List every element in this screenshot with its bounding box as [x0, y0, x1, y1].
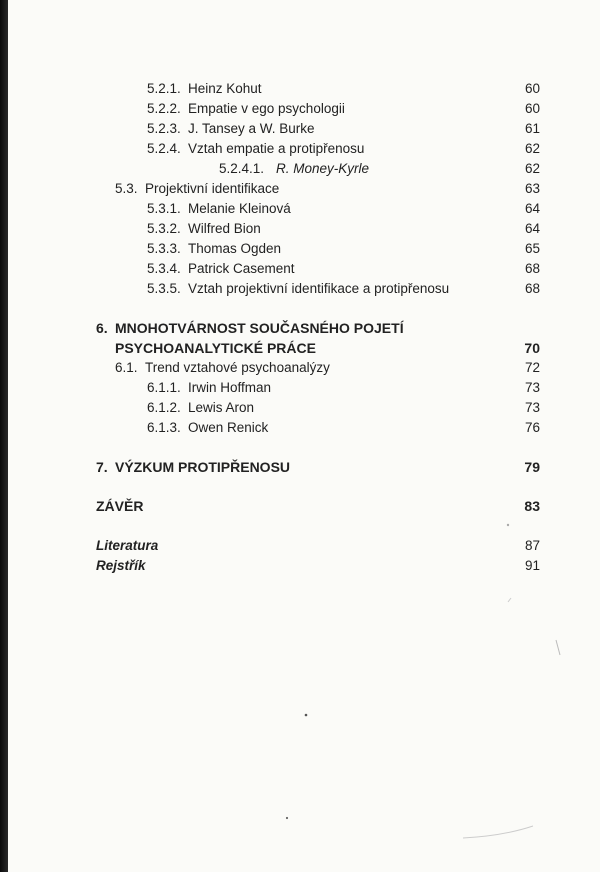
toc-title: Literatura: [96, 538, 159, 553]
toc-entry: [8, 79, 600, 99]
toc-number: 5.2.1.: [147, 81, 181, 96]
toc-title: R. Money-Kyrle: [276, 161, 370, 176]
toc-title: MNOHOTVÁRNOST SOUČASNÉHO POJETÍ: [115, 320, 404, 336]
toc-number: 5.3.2.: [147, 221, 181, 236]
toc-page-number: 70: [524, 340, 540, 356]
toc-entry: [8, 99, 600, 119]
toc-entry: [8, 179, 600, 199]
speck: [305, 714, 308, 717]
toc-page-number: 73: [524, 380, 540, 395]
toc-number: 5.3.3.: [147, 241, 181, 256]
speck: [286, 817, 288, 819]
toc-entry: [8, 139, 600, 159]
toc-number: 6.1.1.: [147, 380, 181, 395]
toc-number: 5.3.5.: [147, 281, 181, 296]
toc-entry: [8, 159, 600, 179]
toc-page-number: 61: [524, 121, 540, 136]
toc-number: 7.: [96, 459, 108, 475]
toc-page-number: 63: [524, 181, 540, 196]
toc-title: Empatie v ego psychologii: [188, 101, 345, 116]
toc-page-number: 72: [524, 360, 540, 375]
toc-title: Melanie Kleinová: [188, 201, 291, 216]
toc-title: Patrick Casement: [188, 261, 295, 276]
toc-page-number: 87: [524, 538, 540, 553]
toc-page-number: 60: [524, 81, 540, 96]
toc-entry: [8, 119, 600, 139]
toc-page-number: 68: [524, 281, 540, 296]
toc-page-number: 62: [524, 141, 540, 156]
toc-number: 6.1.: [115, 360, 138, 375]
toc-chapter-entry: [8, 318, 600, 338]
toc-title: PSYCHOANALYTICKÉ PRÁCE: [115, 340, 316, 356]
toc-title: Thomas Ogden: [188, 241, 282, 256]
toc-entry: [8, 219, 600, 239]
toc-title: VÝZKUM PROTIPŘENOSU: [115, 459, 291, 475]
toc-title: Vztah projektivní identifikace a protipřenosu: [188, 281, 450, 296]
toc-title: Irwin Hoffman: [188, 380, 272, 395]
toc-chapter-entry: [8, 338, 600, 358]
toc-number: 5.3.4.: [147, 261, 181, 276]
toc-page-number: 79: [524, 459, 540, 475]
toc-page-number: 65: [524, 241, 540, 256]
toc-title: Rejstřík: [96, 558, 146, 573]
toc-page-number: 62: [524, 161, 540, 176]
toc-number: 5.2.2.: [147, 101, 181, 116]
toc-number: 6.1.2.: [147, 400, 181, 415]
toc-page-number: 76: [524, 420, 540, 435]
toc-title: Heinz Kohut: [188, 81, 262, 96]
toc-chapter-entry: [8, 457, 600, 477]
toc-page-number: 64: [524, 201, 540, 216]
toc-page-number: 73: [524, 400, 540, 415]
toc-backmatter-entry: [8, 536, 600, 556]
toc-page-number: 91: [524, 558, 540, 573]
toc-title: ZÁVĚR: [96, 498, 144, 514]
toc-number: 5.2.4.: [147, 141, 181, 156]
toc-backmatter-entry: [8, 556, 600, 576]
toc-title: Wilfred Bion: [188, 221, 261, 236]
toc-page-number: 83: [524, 498, 540, 514]
toc-entry: [8, 279, 600, 299]
toc-title: Owen Renick: [188, 420, 269, 435]
toc-title: Vztah empatie a protipřenosu: [188, 141, 365, 156]
page-edge-shadow: [0, 0, 8, 872]
toc-title: Trend vztahové psychoanalýzy: [145, 360, 330, 375]
speck: [463, 826, 533, 838]
toc-title: Projektivní identifikace: [145, 181, 280, 196]
toc-number: 5.2.4.1.: [219, 161, 265, 176]
speck: [508, 598, 511, 602]
toc-chapter-entry: [8, 496, 600, 516]
toc-entry: [8, 358, 600, 378]
toc-entry: [8, 418, 600, 438]
toc-entry: [8, 378, 600, 398]
toc-page-number: 60: [524, 101, 540, 116]
toc-number: 5.2.3.: [147, 121, 181, 136]
book-page: [8, 0, 600, 872]
toc-number: 6.1.3.: [147, 420, 181, 435]
speck: [556, 640, 560, 655]
toc-entry: [8, 239, 600, 259]
speck: [507, 524, 509, 526]
toc-number: 5.3.1.: [147, 201, 181, 216]
toc-entry: [8, 398, 600, 418]
toc-entry: [8, 199, 600, 219]
toc-title: Lewis Aron: [188, 400, 255, 415]
toc-title: J. Tansey a W. Burke: [188, 121, 315, 136]
toc-entry: [8, 259, 600, 279]
toc-number: 6.: [96, 320, 108, 336]
toc-page-number: 68: [524, 261, 540, 276]
toc-page-number: 64: [524, 221, 540, 236]
toc-number: 5.3.: [115, 181, 138, 196]
